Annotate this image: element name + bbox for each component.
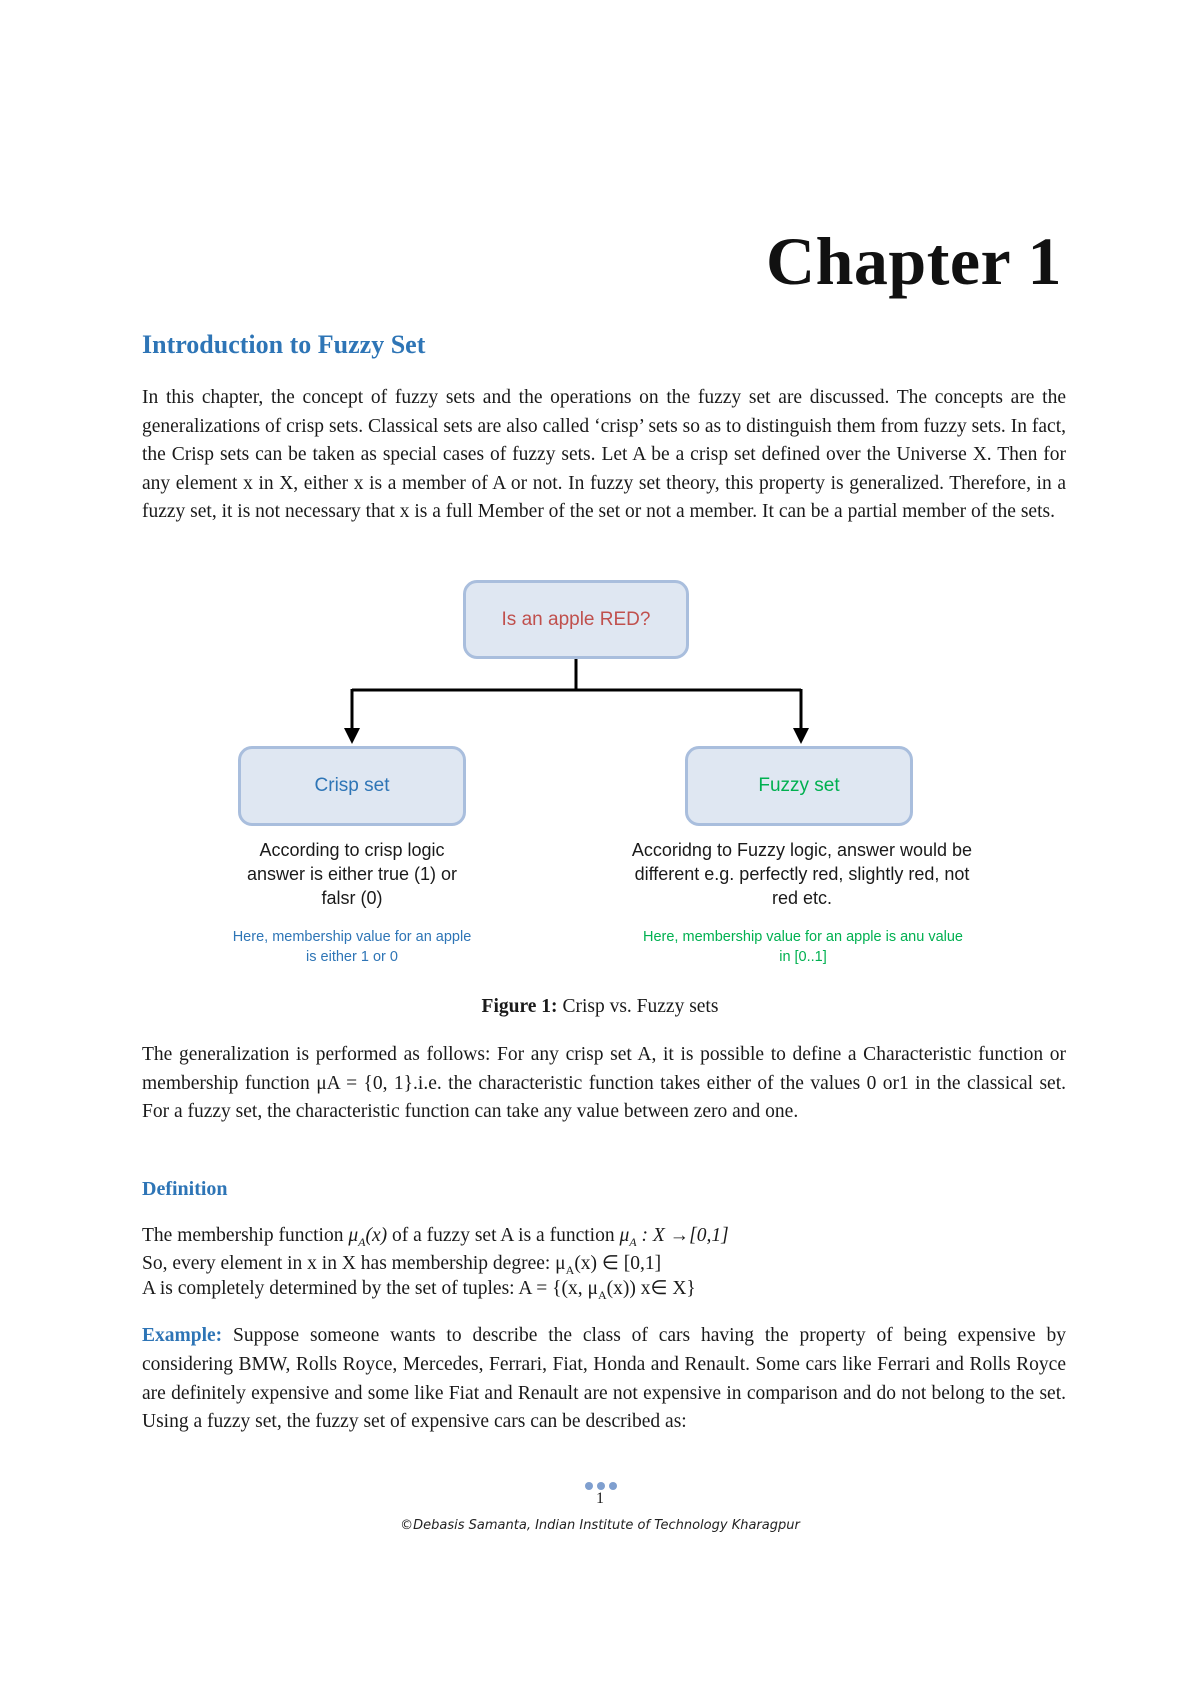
left-arrowhead xyxy=(344,728,360,744)
fuzzy-membership-note: Here, membership value for an apple is anu value in [0..1] xyxy=(643,929,963,965)
def1-sub: A xyxy=(358,1234,366,1249)
def1-prefix: The membership function xyxy=(142,1225,349,1246)
example-paragraph xyxy=(142,1322,1066,1437)
root-question-node: Is an apple RED? xyxy=(463,580,689,659)
def3-prefix: A is completely determined by the set of tuples: A = {(x, μ xyxy=(142,1278,598,1299)
generalization-paragraph: The generalization is performed as follows: For any crisp set A, it is possible to define a Characteristic function or membership function μA = {0, 1}.i.e. the characteristic function takes either of the values 0 or1 in the classical set. For a fuzzy set, the characteristic function can take any value between zero and one. xyxy=(142,1044,1066,1123)
crisp-membership-note: Here, membership value for an apple is either 1 or 0 xyxy=(232,929,472,965)
intro-paragraph: In this chapter, the concept of fuzzy sets and the operations on the fuzzy set are discussed. The concepts are the generalizations of crisp sets. Classical sets are also called ‘crisp’ sets so as to distinguish them from fuzzy sets. In fact, the Crisp sets can be taken as special cases of fuzzy sets. Let A be a crisp set defined over the Universe X. Then for any element x in X, either x is a member of A or not. In fuzzy set theory, this property is generalized. Therefore, in a fuzzy set, it is not necessary that x is a full Member of the set or not a member. It can be a partial member of the sets. xyxy=(142,387,1066,523)
footer-credit: ©Debasis Samanta, Indian Institute of Technology Kharagpur xyxy=(400,1518,800,1533)
crisp-set-node: Crisp set xyxy=(238,746,466,826)
crisp-vs-fuzzy-figure xyxy=(230,576,973,976)
definition-line-3 xyxy=(142,1276,696,1303)
def3-sub: A xyxy=(597,1287,607,1302)
def2-prefix: So, every element in x in X has membership degree: μ xyxy=(142,1253,566,1274)
caption-label: Figure 1: xyxy=(481,996,558,1017)
page-number: 1 xyxy=(596,1490,604,1507)
def1-mu-2: μ xyxy=(619,1225,630,1246)
def2-suffix: (x) ∈ [0,1] xyxy=(574,1253,662,1274)
definition-line-2 xyxy=(142,1251,661,1278)
fuzzy-description: Accoridng to Fuzzy logic, answer would be different e.g. perfectly red, slightly red, not red etc. xyxy=(631,840,973,908)
def1-arg: (x) xyxy=(365,1225,388,1246)
definition-line-1 xyxy=(142,1225,729,1250)
def1-mu: μ xyxy=(348,1225,359,1246)
crisp-description: According to crisp logic answer is either true (1) or falsr (0) xyxy=(246,840,458,908)
example-label: Example: xyxy=(142,1325,223,1346)
def2-sub: A xyxy=(565,1262,575,1277)
chapter-title: Chapter 1 xyxy=(765,223,1062,299)
fuzzy-set-node: Fuzzy set xyxy=(685,746,913,826)
def1-sub-2: A xyxy=(629,1234,637,1249)
right-arrowhead xyxy=(793,728,809,744)
example-text: Suppose someone wants to describe the class of cars having the property of being expensive by considering BMW, Rolls Royce, Mercedes, Ferrari, Fiat, Honda and Renault. Some cars like Ferrari and Rolls Royce are definitely expensive and some like Fiat and Renault are not expensive in comparison and do not belong to the set. Using a fuzzy set, the fuzzy set of expensive cars can be described as: xyxy=(142,1325,1066,1433)
section-heading: Introduction to Fuzzy Set xyxy=(142,330,426,359)
definition-heading: Definition xyxy=(142,1178,228,1200)
caption-text: Crisp vs. Fuzzy sets xyxy=(557,996,719,1017)
figure-caption xyxy=(0,996,1200,1018)
def3-suffix: (x)) x∈ X} xyxy=(606,1278,696,1299)
def1-mid: of a fuzzy set A is a function xyxy=(387,1225,620,1246)
def1-suffix: : X →[0,1] xyxy=(636,1225,729,1246)
